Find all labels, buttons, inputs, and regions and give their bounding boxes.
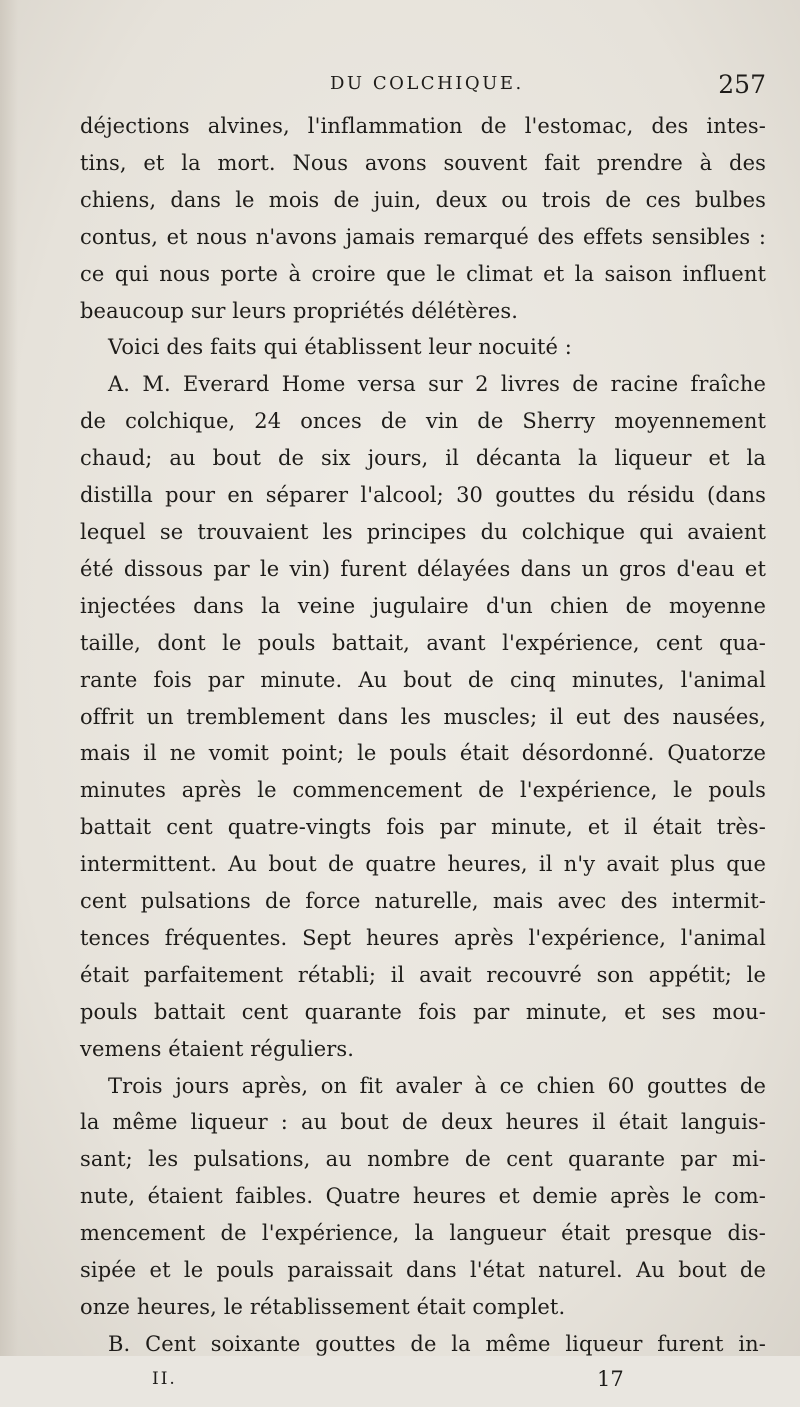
text-line: déjections alvines, l'inflammation de l'estomac, des intes- [80, 114, 766, 138]
text-line: était parfaitement rétabli; il avait recouvré son appétit; le [80, 962, 766, 987]
text-line: tences fréquentes. Sept heures après l'expérience, l'animal [80, 925, 766, 950]
text-line: la même liqueur : au bout de deux heures il était languis- [80, 1110, 766, 1135]
text-line: battait cent quatre-vingts fois par minute, et il était très- [80, 815, 766, 840]
text-line: cent pulsations de force naturelle, mais avec des intermit- [80, 889, 766, 914]
text-line: tins, et la mort. Nous avons souvent fait prendre à des [80, 150, 766, 175]
text-line: taille, dont le pouls battait, avant l'expérience, cent qua- [80, 630, 766, 655]
text-line: nute, étaient faibles. Quatre heures et demie après le com- [80, 1184, 766, 1209]
text-line: distilla pour en séparer l'alcool; 30 gouttes du résidu (dans [80, 483, 766, 508]
text-line: B. Cent soixante gouttes de la même liqueur furent in- [108, 1331, 766, 1356]
text-line: beaucoup sur leurs propriétés délétères. [80, 298, 519, 323]
text-line: mencement de l'expérience, la langueur était presque dis- [80, 1221, 766, 1246]
page-number: 257 [718, 70, 766, 99]
text-line: intermittent. Au bout de quatre heures, il n'y avait plus que [80, 852, 766, 877]
text-line: contus, et nous n'avons jamais remarqué des effets sensibles : [80, 224, 766, 249]
text-line: minutes après le commencement de l'expérience, le pouls [80, 778, 766, 803]
text-line: rante fois par minute. Au bout de cinq minutes, l'animal [80, 667, 766, 692]
text-line: onze heures, le rétablissement était complet. [80, 1295, 566, 1319]
text-line: chaud; au bout de six jours, il décanta la liqueur et la [80, 446, 766, 471]
text-line: lequel se trouvaient les principes du colchique qui avaient [80, 519, 766, 544]
signature-mark: II. [152, 1368, 177, 1389]
text-block [80, 62, 766, 1407]
text-line: pouls battait cent quarante fois par minute, et ses mou- [80, 999, 766, 1024]
text-line: été dissous par le vin) furent délayées dans un gros d'eau et [80, 556, 766, 581]
text-line: ce qui nous porte à croire que le climat et la saison influent [80, 261, 766, 286]
text-line: vemens étaient réguliers. [80, 1036, 355, 1061]
text-line: sipée et le pouls paraissait dans l'état naturel. Au bout de [80, 1258, 766, 1283]
text-line: de colchique, 24 onces de vin de Sherry moyennement [80, 409, 766, 434]
text-line: Voici des faits qui établissent leur nocuité : [108, 335, 572, 360]
text-line: chiens, dans le mois de juin, deux ou trois de ces bulbes [80, 187, 766, 212]
text-line: sant; les pulsations, au nombre de cent quarante par mi- [80, 1147, 766, 1172]
text-line: Trois jours après, on fit avaler à ce chien 60 gouttes de [108, 1073, 766, 1098]
text-line: injectées dans la veine jugulaire d'un chien de moyenne [80, 593, 766, 618]
text-line: mais il ne vomit point; le pouls était désordonné. Quatorze [80, 741, 766, 766]
body-text [80, 108, 766, 1363]
gathering-number: 17 [597, 1366, 624, 1391]
running-head [80, 62, 766, 108]
page-footer [80, 1367, 766, 1407]
text-line: offrit un tremblement dans les muscles; il eut des nausées, [80, 704, 766, 729]
running-head-title: DU COLCHIQUE. [330, 73, 524, 94]
text-line: A. M. Everard Home versa sur 2 livres de racine fraîche [108, 372, 766, 397]
